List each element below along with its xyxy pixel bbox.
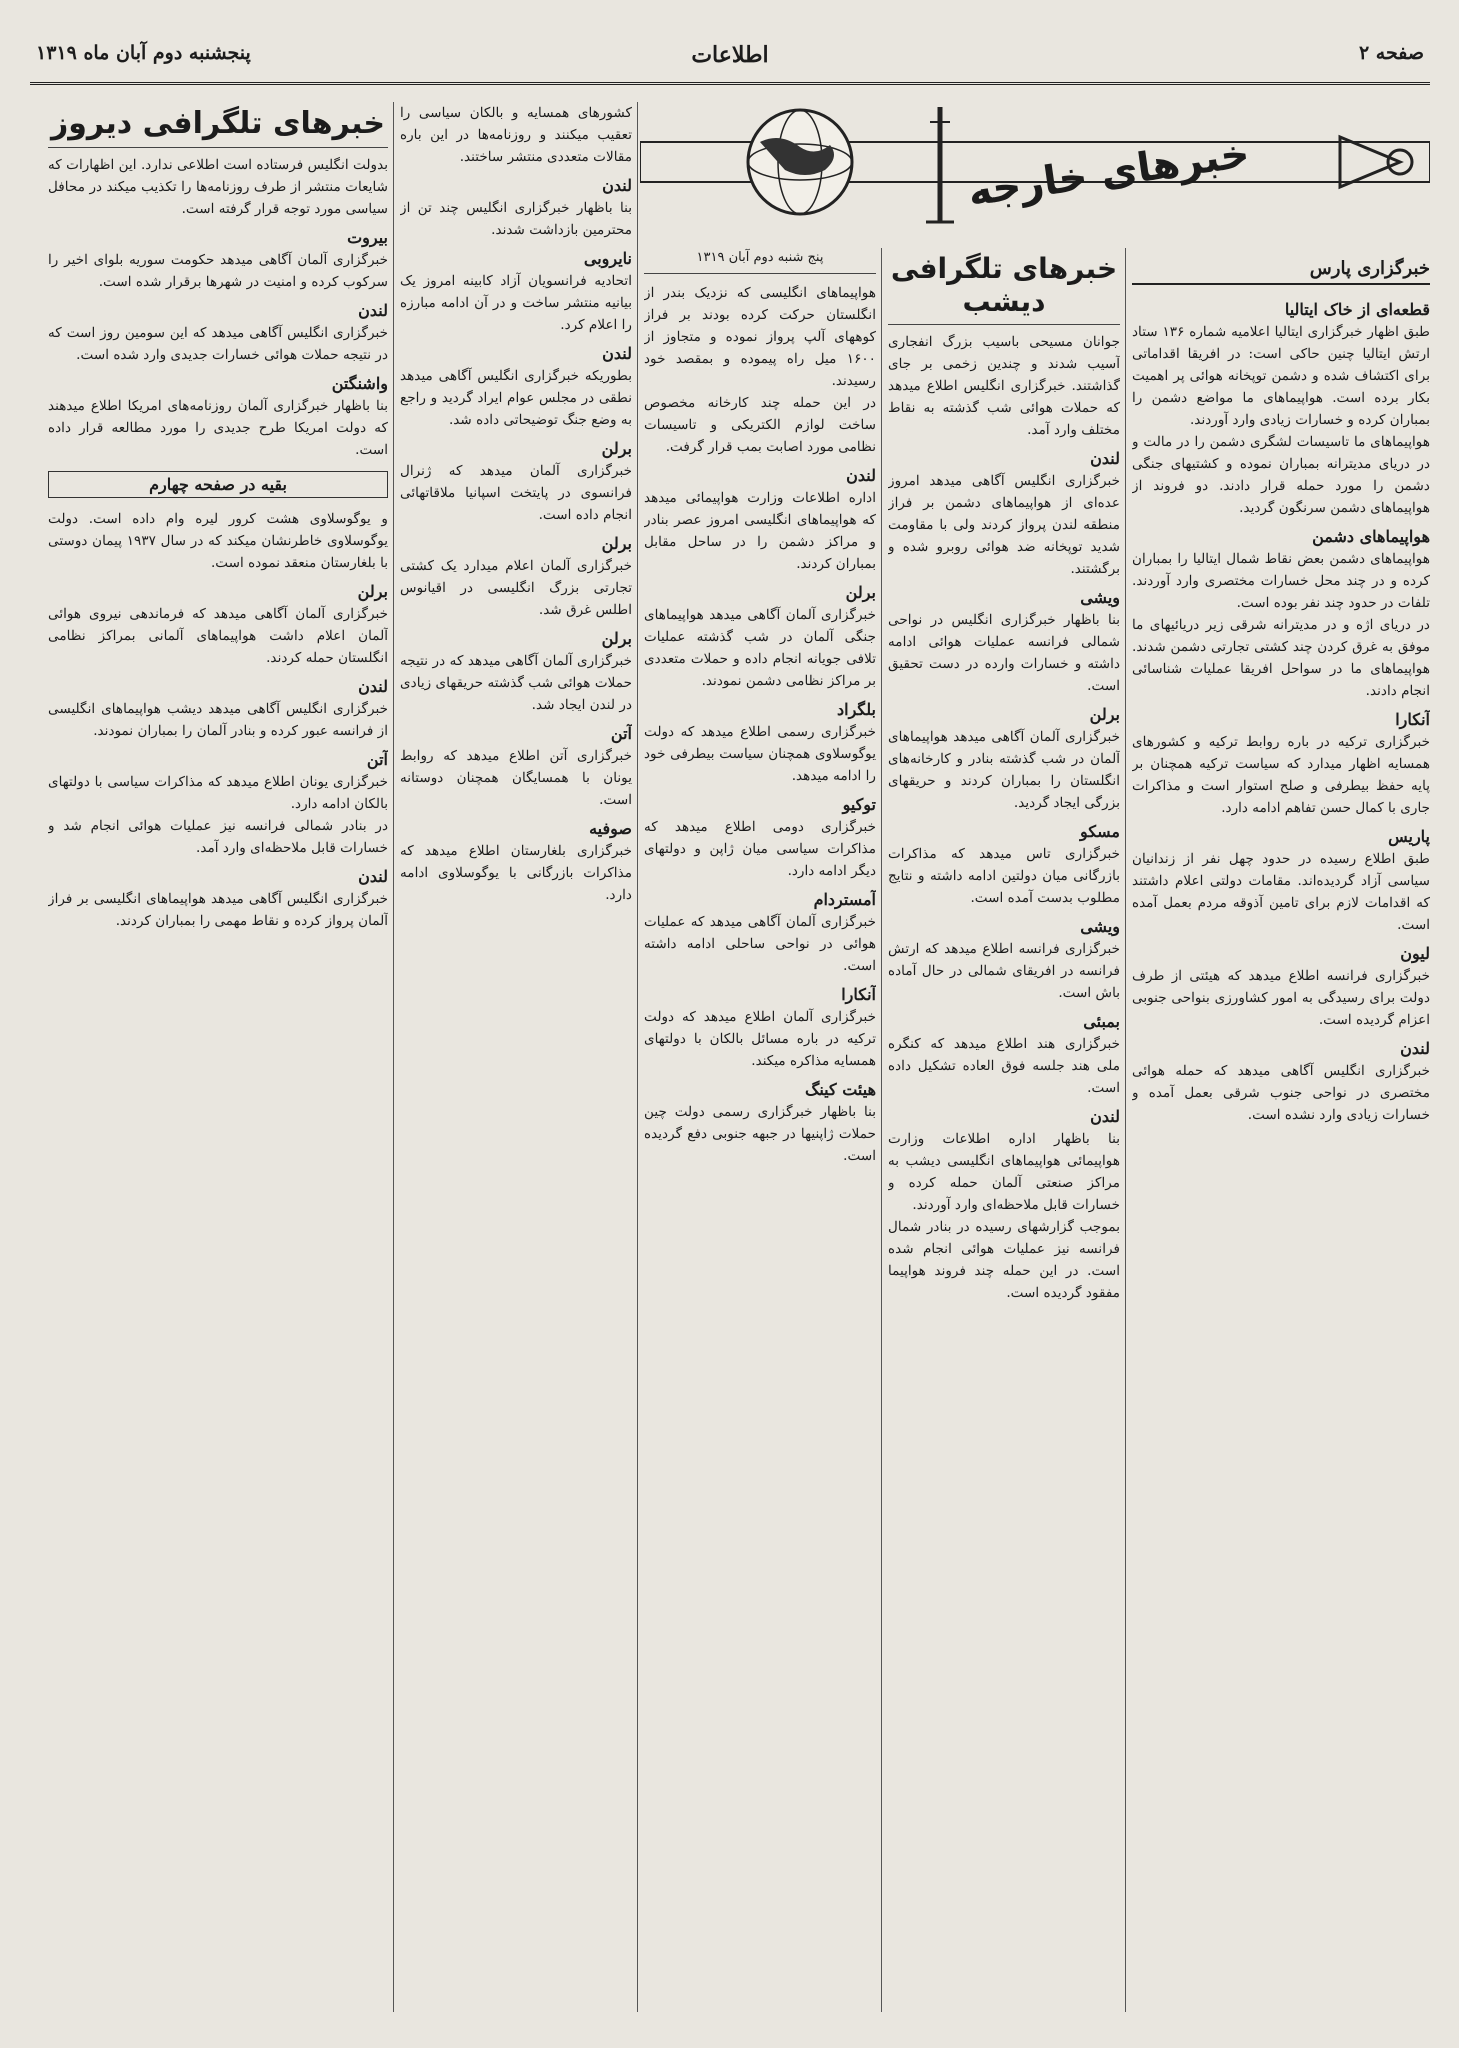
dispatch-dateline: واشنگتن bbox=[331, 374, 388, 393]
article-paragraph: در این حمله چند کارخانه مخصوص ساخت لوازم الکتریکی و تاسیسات نظامی مورد اصابت بمب قرار گرفت. bbox=[644, 395, 876, 455]
article-paragraph: خبرگزاری دومی اطلاع میدهد که مذاکرات سیاسی میان ژاپن و دولتهای دیگر ادامه دارد. bbox=[644, 819, 876, 879]
article-paragraph: خبرگزاری انگلیس آگاهی میدهد امروز عده‌ای از هواپیماهای دشمن بر فراز منطقه لندن پرواز کردند ولی با مقاومت شدید توپخانه ضد هوائی روبرو شده و برگشتند. bbox=[888, 473, 1120, 577]
column-5 bbox=[48, 102, 388, 2012]
dispatch-dateline: لندن bbox=[358, 301, 388, 320]
newspaper-name: اطلاعات bbox=[691, 42, 769, 68]
dispatch-dateline: آمستردام bbox=[813, 890, 876, 909]
dispatch-dateline: لندن bbox=[602, 176, 632, 195]
article-paragraph: جوانان مسیحی باسیب بزرگ انفجاری آسیب شدند و چندین زخمی بر جای گذاشتند. خبرگزاری انگلیس اطلاع میدهد که حملات هوائی شب گذشته به نقاط مختلف وارد آمد. bbox=[888, 334, 1120, 438]
section-title: خبرهای خارجه bbox=[964, 130, 1252, 216]
article-paragraph: هواپیماهای دشمن بعض نقاط شمال ایتالیا را بمباران کرده و در چند محل خسارات مختصری وارد آوردند. تلفات در حدود چند نفر بوده است. bbox=[1132, 551, 1430, 611]
dispatch-dateline: لندن bbox=[1090, 1107, 1120, 1126]
headline-yesterday: خبرهای تلگرافی دیروز bbox=[48, 102, 388, 148]
article-paragraph: خبرگزاری آتن اطلاع میدهد که روابط یونان با همسایگان همچنان دوستانه است. bbox=[400, 748, 632, 808]
article-paragraph: بنا باظهار اداره اطلاعات وزارت هواپیمائی هواپیماهای انگلیسی دیشب به مراکز صنعتی آلمان حمله کرده و خسارات قابل ملاحظه‌ای وارد آوردند. bbox=[888, 1131, 1120, 1213]
article-paragraph: طبق اطلاع رسیده در حدود چهل نفر از زندانیان سیاسی آزاد گردیده‌اند. مقامات دولتی اعلام داشتند که اقدامات لازم برای تامین آذوقه مردم بعمل آمده است. bbox=[1132, 851, 1430, 933]
article-paragraph: در بنادر شمالی فرانسه نیز عملیات هوائی انجام شد و خسارات قابل ملاحظه‌ای وارد آمد. bbox=[48, 818, 388, 856]
dispatch-dateline: توکیو bbox=[842, 795, 876, 814]
dispatch-dateline: مسکو bbox=[1080, 822, 1120, 841]
dispatch-dateline: صوفیه bbox=[589, 819, 632, 838]
article-paragraph: خبرگزاری آلمان میدهد که ژنرال فرانسوی در پایتخت اسپانیا ملاقاتهائی انجام داده است. bbox=[400, 463, 632, 523]
article-paragraph: خبرگزاری فرانسه اطلاع میدهد که ارتش فرانسه در افریقای شمالی در حال آماده باش است. bbox=[888, 941, 1120, 1001]
column-1 bbox=[1132, 292, 1430, 2012]
article-paragraph: خبرگزاری بلغارستان اطلاع میدهد که مذاکرات بازرگانی با یوگوسلاوی ادامه دارد. bbox=[400, 843, 632, 903]
column-divider bbox=[393, 102, 394, 2012]
dispatch-dateline: پاریس bbox=[1388, 827, 1430, 846]
dispatch-dateline: برلن bbox=[601, 439, 632, 458]
article-paragraph: خبرگزاری هند اطلاع میدهد که کنگره ملی هند جلسه فوق العاده تشکیل داده است. bbox=[888, 1036, 1120, 1096]
banner-dateline: پنج شنبه دوم آبان ۱۳۱۹ bbox=[696, 250, 824, 265]
article-paragraph: خبرگزاری آلمان آگاهی میدهد حکومت سوریه بلوای اخیر را سرکوب کرده و امنیت در شهرها برقرار شده است. bbox=[48, 252, 388, 290]
article-paragraph: بنا باظهار خبرگزاری رسمی دولت چین حملات ژاپنیها در جبهه جنوبی دفع گردیده است. bbox=[644, 1104, 876, 1164]
dispatch-dateline: لندن bbox=[602, 344, 632, 363]
tower-icon bbox=[926, 107, 954, 222]
dispatch-dateline: آنکارا bbox=[1395, 710, 1430, 729]
article-paragraph: بموجب گزارشهای رسیده در بنادر شمال فرانسه نیز عملیات هوائی انجام شده است. در این حمله چند فروند هواپیما مفقود گردیده است. bbox=[888, 1219, 1120, 1301]
article-paragraph: خبرگزاری تاس میدهد که مذاکرات بازرگانی میان دولتین ادامه داشته و نتایج مطلوب بدست آمده است. bbox=[888, 846, 1120, 906]
article-paragraph: خبرگزاری ترکیه در باره روابط ترکیه و کشورهای همسایه اظهار میدارد که سیاست ترکیه همچنان بر پایه حفظ بیطرفی و صلح استوار است و مذاکرات جاری با کمال حسن تفاهم ادامه دارد. bbox=[1132, 734, 1430, 816]
article-paragraph: خبرگزاری آلمان اطلاع میدهد که دولت ترکیه در باره مسائل بالکان با دولتهای همسایه مذاکره میکند. bbox=[644, 1009, 876, 1069]
article-paragraph: بدولت انگلیس فرستاده است اطلاعی ندارد. این اظهارات که شایعات منتشر از طرف روزنامه‌ها را تکذیب میکند در محافل سیاسی مورد توجه قرار گرفته است. bbox=[48, 157, 388, 217]
masthead bbox=[30, 36, 1430, 85]
article-paragraph: خبرگزاری یونان اطلاع میدهد که مذاکرات سیاسی با دولتهای بالکان ادامه دارد. bbox=[48, 774, 388, 812]
article-paragraph: خبرگزاری آلمان آگاهی میدهد که در نتیجه حملات هوائی شب گذشته حریقهای زیادی در لندن ایجاد شد. bbox=[400, 653, 632, 713]
gramophone-horn-icon bbox=[1340, 137, 1412, 187]
article-paragraph: و یوگوسلاوی هشت کرور لیره وام داده است. دولت یوگوسلاوی خاطرنشان میکند که در سال ۱۹۳۷ پیمان دوستی با بلغارستان منعقد نموده است. bbox=[48, 511, 388, 571]
article-paragraph: خبرگزاری آلمان آگاهی میدهد که فرماندهی نیروی هوائی آلمان اعلام داشت هواپیماهای آلمانی بمراکز نظامی انگلستان حمله کردند. bbox=[48, 606, 388, 666]
article-paragraph: خبرگزاری رسمی اطلاع میدهد که دولت یوگوسلاوی همچنان سیاست بیطرفی خود را ادامه میدهد. bbox=[644, 724, 876, 784]
dispatch-dateline: هیئت کینگ bbox=[805, 1080, 876, 1099]
article-paragraph: خبرگزاری آلمان آگاهی میدهد هواپیماهای آلمان در شب گذشته بنادر و کارخانه‌های انگلستان را بمباران کردند و حریقهای بزرگی ایجاد گردید. bbox=[888, 729, 1120, 811]
agency-header: خبرگزاری پارس bbox=[1132, 258, 1430, 285]
column-4 bbox=[400, 102, 632, 2012]
dispatch-dateline: لندن bbox=[1090, 449, 1120, 468]
dispatch-dateline: قطعه‌ای از خاک ایتالیا bbox=[1284, 300, 1430, 319]
column-2 bbox=[888, 248, 1120, 2012]
dispatch-dateline: لندن bbox=[1400, 1039, 1430, 1058]
dispatch-dateline: لیون bbox=[1400, 944, 1430, 963]
article-paragraph: خبرگزاری انگلیس آگاهی میدهد دیشب هواپیماهای انگلیسی از فرانسه عبور کرده و بنادر آلمان را بمباران نمودند. bbox=[48, 701, 388, 739]
article-paragraph: بنا باظهار خبرگزاری آلمان روزنامه‌های امریکا اطلاع میدهند که دولت امریکا طرح جدیدی را مورد مطالعه قرار داده است. bbox=[48, 398, 388, 458]
dispatch-dateline: برلن bbox=[1089, 705, 1120, 724]
globe-icon bbox=[748, 110, 852, 214]
issue-date: پنجشنبه دوم آبان ماه ۱۳۱۹ bbox=[36, 42, 251, 64]
column-divider bbox=[637, 102, 638, 2012]
dispatch-dateline: برلن bbox=[601, 629, 632, 648]
newspaper-page bbox=[30, 22, 1430, 2032]
article-paragraph: خبرگزاری انگلیس آگاهی میدهد که این سومین روز است که در نتیجه حملات هوائی خسارات جدیدی وارد شده است. bbox=[48, 325, 388, 363]
dispatch-dateline: لندن bbox=[358, 677, 388, 696]
article-paragraph: خبرگزاری آلمان اعلام میدارد یک کشتی تجارتی بزرگ انگلیسی در اقیانوس اطلس غرق شد. bbox=[400, 558, 632, 618]
article-paragraph: بنا باظهار خبرگزاری انگلیس چند تن از محترمین بازداشت شدند. bbox=[400, 200, 632, 238]
dispatch-dateline: هواپیماهای دشمن bbox=[1312, 527, 1430, 546]
dispatch-dateline: برلن bbox=[357, 582, 388, 601]
dispatch-dateline: آنکارا bbox=[841, 985, 876, 1004]
article-paragraph: خبرگزاری فرانسه اطلاع میدهد که هیئتی از طرف دولت برای رسیدگی به امور کشاورزی بنواحی جنوبی اعزام گردیده است. bbox=[1132, 968, 1430, 1028]
dispatch-dateline: برلن bbox=[601, 534, 632, 553]
dispatch-dateline: آتن bbox=[366, 750, 388, 769]
article-paragraph: هواپیماهای انگلیسی که نزدیک بندر از انگلستان حرکت کرده بودند بر فراز کوههای آلپ پرواز نموده و متجاوز از ۱۶۰۰ میل راه پیموده و بمقصد خود رسیدند. bbox=[644, 285, 876, 389]
dispatch-dateline: ویشی bbox=[1080, 917, 1120, 936]
article-paragraph: اتحادیه فرانسویان آزاد کابینه امروز یک بیانیه منتشر ساخت و در آن ادامه مبارزه را اعلام کرد. bbox=[400, 273, 632, 333]
dispatch-dateline: ویشی bbox=[1080, 588, 1120, 607]
section-banner bbox=[640, 102, 1430, 234]
dispatch-dateline: نایروبی bbox=[583, 249, 632, 268]
column-divider bbox=[1125, 248, 1126, 2012]
dispatch-dateline: بمبئی bbox=[1083, 1012, 1120, 1031]
article-paragraph: خبرگزاری آلمان آگاهی میدهد که عملیات هوائی در نواحی ساحلی ادامه داشته است. bbox=[644, 914, 876, 974]
article-paragraph: اداره اطلاعات وزارت هواپیمائی میدهد که هواپیماهای انگلیسی امروز عصر بنادر و مراکز دشمن را در ساحل مقابل بمباران کردند. bbox=[644, 490, 876, 572]
dispatch-dateline: آتن bbox=[610, 724, 632, 743]
headline-last-night: خبرهای تلگرافی دیشب bbox=[888, 248, 1120, 325]
dispatch-dateline: بلگراد bbox=[837, 700, 876, 719]
article-paragraph: بطوریکه خبرگزاری انگلیس آگاهی میدهد نطقی در مجلس عوام ایراد گردید و راجع به وضع جنگ توضیحاتی داده شد. bbox=[400, 368, 632, 428]
article-paragraph: خبرگزاری آلمان آگاهی میدهد هواپیماهای جنگی آلمان در شب گذشته عملیات تلافی جویانه انجام داده و حملات متعددی بر مراکز نظامی دشمن نمودند. bbox=[644, 607, 876, 689]
dispatch-dateline: برلن bbox=[845, 583, 876, 602]
dispatch-dateline: لندن bbox=[358, 867, 388, 886]
continued-notice: بقیه در صفحه چهارم bbox=[48, 471, 388, 498]
article-paragraph: خبرگزاری انگلیس آگاهی میدهد که حمله هوائی مختصری در نواحی جنوب شرقی بعمل آمده و خسارات زیادی وارد نشده است. bbox=[1132, 1063, 1430, 1123]
column-3 bbox=[644, 248, 876, 2012]
article-paragraph: هواپیماهای ما تاسیسات لشگری دشمن را در مالت و در دریای مدیترانه بمباران نموده و کشتیهای جنگی دشمن را مورد حمله قرار دادند. دو فروند از هواپیماهای دشمن سرنگون گردید. bbox=[1132, 434, 1430, 516]
article-paragraph: بنا باظهار خبرگزاری انگلیس در نواحی شمالی فرانسه عملیات هوائی ادامه داشته و خسارات وارده در دست تحقیق است. bbox=[888, 612, 1120, 694]
article-paragraph: در دریای اژه و در مدیترانه شرقی زیر دریائیهای ما موفق به غرق کردن چند کشتی تجارتی دشمن شدند. هواپیماهای ما در سواحل افریقا عملیات شناسائی انجام دادند. bbox=[1132, 617, 1430, 699]
dispatch-dateline: لندن bbox=[846, 466, 876, 485]
article-paragraph: طبق اظهار خبرگزاری ایتالیا اعلامیه شماره ۱۳۶ ستاد ارتش ایتالیا چنین حاکی است: در افریقا اقداماتی برای اکتشاف شده و دشمن توپخانه هوائی پر اهمیت بکار برده است. هواپیماهای ما مواضع دشمن را بمباران کرده و خسارات زیادی وارد آوردند. bbox=[1132, 324, 1430, 428]
article-paragraph: خبرگزاری انگلیس آگاهی میدهد هواپیماهای انگلیسی بر فراز آلمان پرواز کرده و نقاط مهمی را بمباران کردند. bbox=[48, 891, 388, 929]
dispatch-dateline: بیروت bbox=[347, 228, 388, 247]
page-number: صفحه ۲ bbox=[1358, 42, 1424, 64]
column-divider bbox=[881, 248, 882, 2012]
article-paragraph: کشورهای همسایه و بالکان سیاسی را تعقیب میکنند و روزنامه‌ها در این باره مقالات متعددی منتشر ساختند. bbox=[400, 105, 632, 165]
